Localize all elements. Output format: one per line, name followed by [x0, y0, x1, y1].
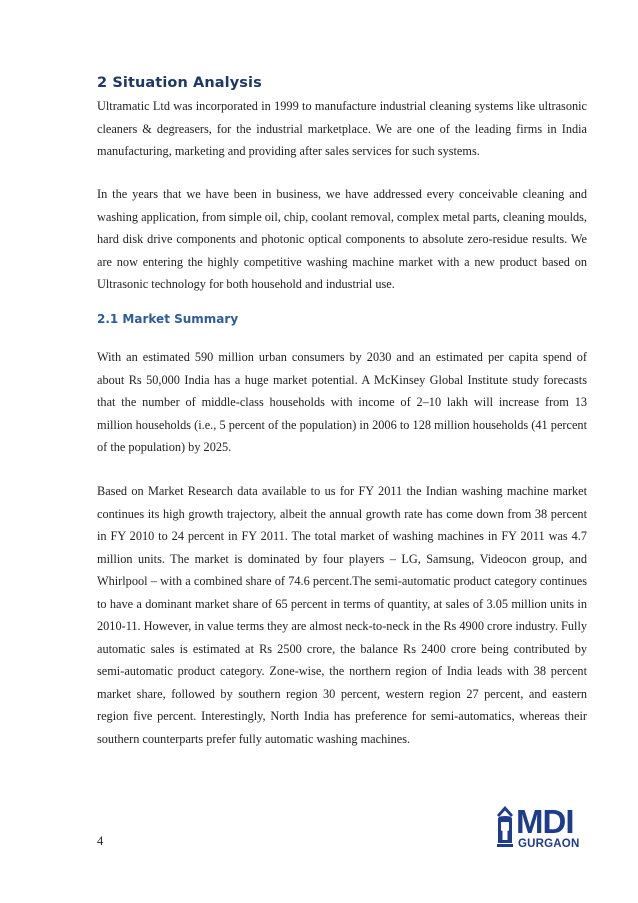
section-heading: 2 Situation Analysis: [97, 75, 262, 91]
paragraph-washing-machine-market: Based on Market Research data available to us for FY 2011 the Indian washing machine market continues its high growth trajectory, albeit the annual growth rate has come down from 38 percent in FY 2010 to 24 percent in FY 2011. The total market of washing machines in FY 2011 was 4.7 million units. The market is dominated by four players – LG, Samsung, Videocon group, and Whirlpool – with a combined share of 74.6 percent.The semi-automatic product category continues to have a dominant market share of 65 percent in terms of quantity, at sales of 3.05 million units in 2010-11. However, in value terms they are almost neck-to-neck in the Rs 4900 crore industry. Fully automatic sales is estimated at Rs 2500 crore, the balance Rs 2400 crore being contributed by semi-automatic product category. Zone-wise, the northern region of India leads with 38 percent market share, followed by southern region 30 percent, western region 27 percent, and eastern region five percent. Interestingly, North India has preference for semi-automatics, whereas their southern counterparts prefer fully automatic washing machines.: [97, 484, 588, 746]
paragraph-market-potential: With an estimated 590 million urban consumers by 2030 and an estimated per capita spend of about Rs 50,000 India has a huge market potential. A McKinsey Global Institute study forecasts that the number of middle-class households with income of 2–10 lakh will increase from 13 million households (i.e., 5 percent of the population) in 2006 to 128 million households (41 percent of the population) by 2025.: [97, 350, 587, 454]
logo-name: MDI: [516, 803, 574, 840]
mdi-logo: [494, 803, 592, 853]
mdi-emblem-icon: [494, 803, 516, 853]
page-number: 4: [97, 834, 104, 848]
paragraph-company-history: In the years that we have been in business, we have addressed every conceivable cleaning and washing application, from simple oil, chip, coolant removal, complex metal parts, cleaning moulds, hard disk drive components and photonic optical components to absolute zero-residue results. We are now entering the highly competitive washing machine market with a new product based on Ultrasonic technology for both household and industrial use.: [97, 187, 587, 291]
paragraph-company-intro: Ultramatic Ltd was incorporated in 1999 to manufacture industrial cleaning systems like ultrasonic cleaners & degreasers, for the industrial marketplace. We are one of the leading firms in India manufacturing, marketing and providing after sales services for such systems.: [97, 99, 587, 158]
subsection-heading: 2.1 Market Summary: [97, 312, 239, 326]
logo-location: GURGAON: [518, 838, 580, 850]
